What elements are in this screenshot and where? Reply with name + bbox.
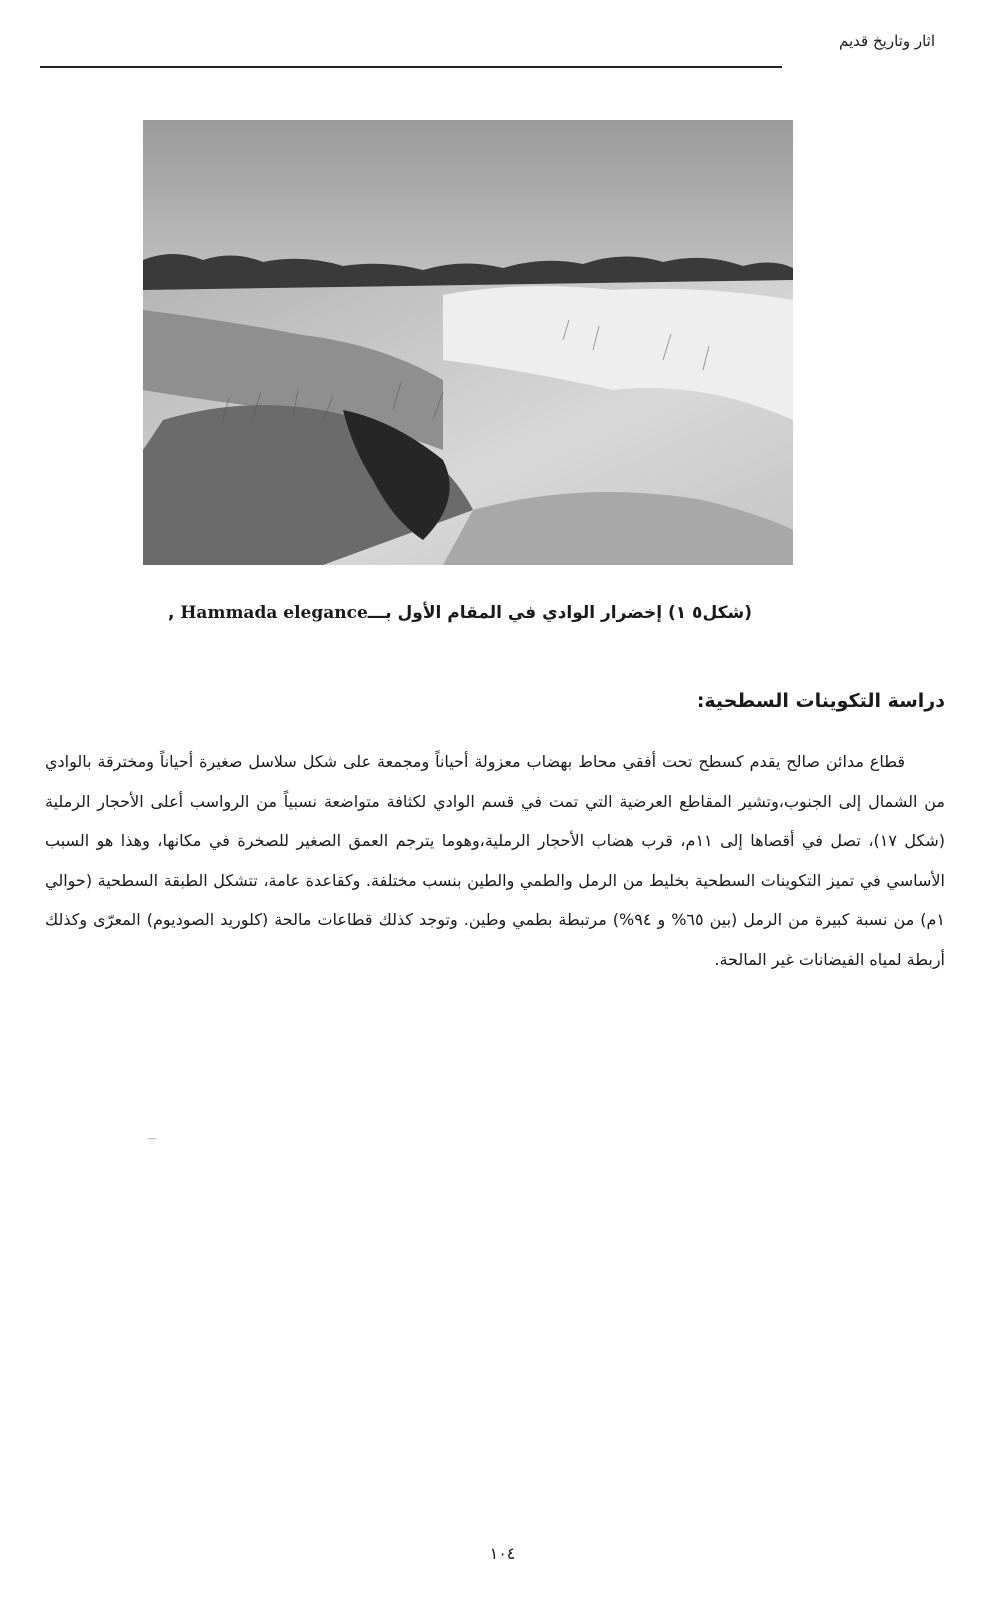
body-paragraph: قطاع مدائن صالح يقدم كسطح تحت أفقي محاط بهضاب معزولة أحياناً ومجمعة على شكل سلاسل صغيرة أحياناً ومخترقة بالوادي من الشمال إلى الجنوب،وتشير المقاطع العرضية التي تمت في قسم الوادي لكثافة متواضعة نسبياً من الرواسب أعلى الأحجار الرملية (شكل ١٧)، تصل في أقصاها إلى ١١م، قرب هضاب الأحجار الرملية،وهوما يترجم العمق الصغير للصخرة في مكانها، وهذا هو السبب الأساسي في تميز التكوينات السطحية بخليط من الرمل والطمي والطين بنسب مختلفة. وكقاعدة عامة، تتشكل الطبقة السطحية (حوالي ١م) من نسبة كبيرة من الرمل (بين ٦٥% و ٩٤%) مرتبطة بطمي وطين. وتوجد كذلك قطاعات مالحة (كلوريد الصوديوم) المعرّى وكذلك أربطة لمياه الفيضانات غير المالحة.	[45, 752, 946, 969]
page-number: ١٠٤	[489, 1544, 516, 1563]
header-rule	[40, 66, 782, 68]
caption-latin-species: Hammada elegance	[180, 603, 368, 623]
running-title: اثار وتاريخ قديم	[839, 32, 935, 50]
section-heading: دراسة التكوينات السطحية:	[696, 690, 945, 712]
caption-trailing-comma: ,	[167, 603, 181, 623]
figure-caption	[110, 603, 810, 623]
caption-arabic: (شكل٥ ١) إخضرار الوادي في المقام الأول بـــ	[367, 603, 752, 623]
scan-speck	[148, 1138, 156, 1139]
body-text	[45, 742, 945, 979]
wadi-photograph	[143, 120, 793, 565]
